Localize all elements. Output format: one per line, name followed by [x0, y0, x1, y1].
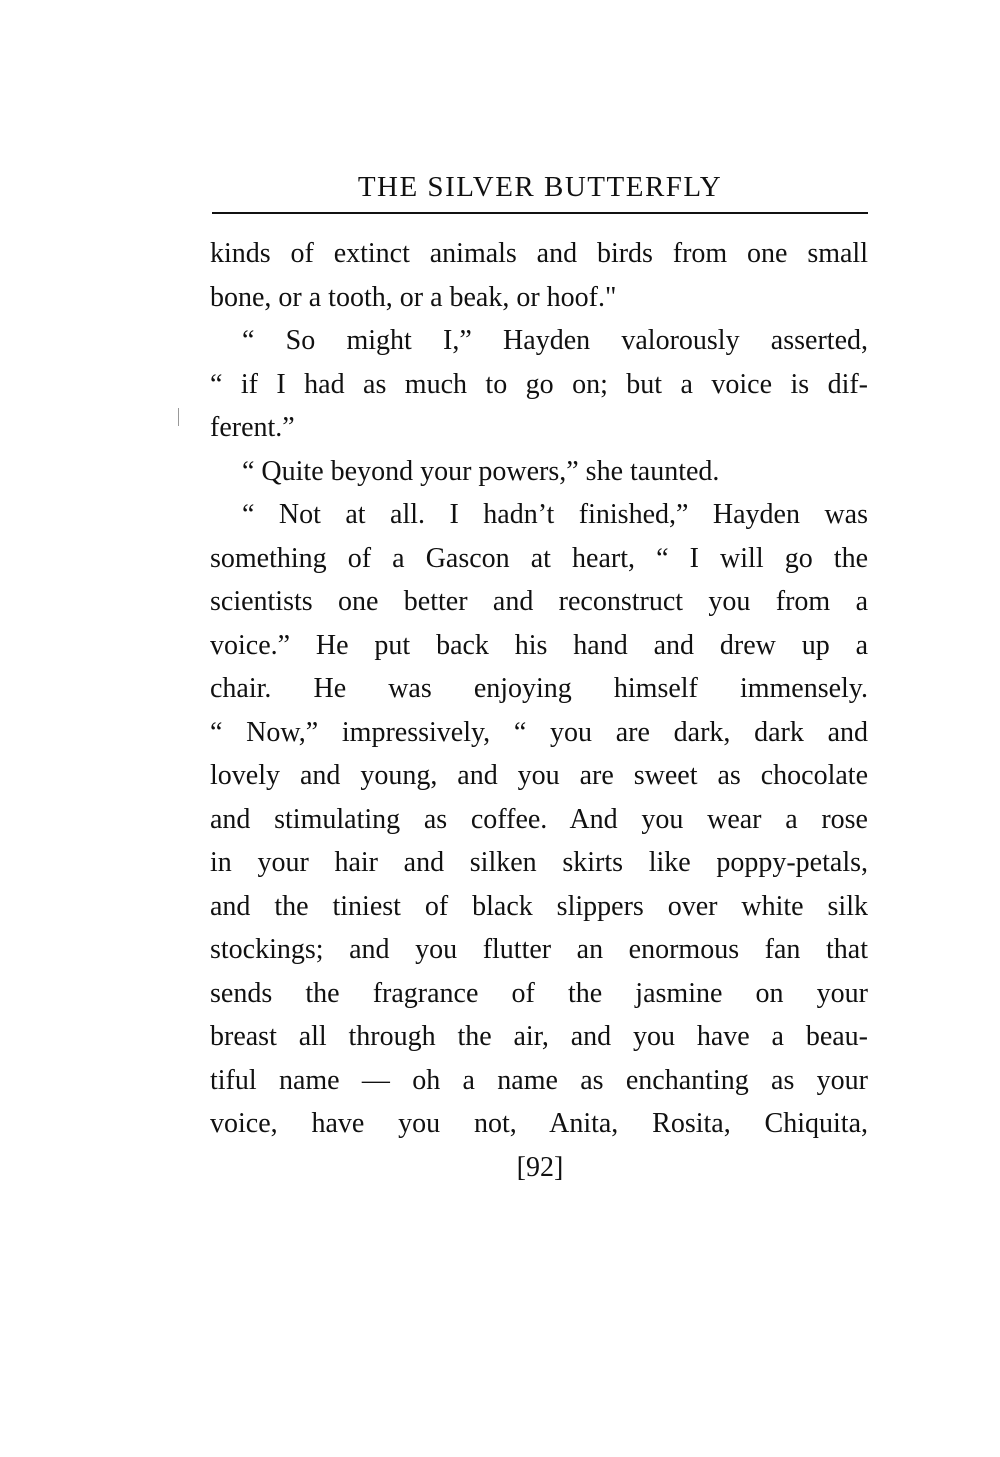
- header-rule: [212, 212, 868, 214]
- text-line: bone, or a tooth, or a beak, or hoof.": [210, 281, 617, 313]
- text-line: scientists one better and reconstruct you from a: [210, 586, 868, 617]
- running-head: THE SILVER BUTTERFLY: [357, 171, 723, 203]
- text-line: ferent.”: [210, 412, 295, 443]
- text-line: something of a Gascon at heart, “ I will go the: [210, 542, 868, 574]
- page-number: [92]: [516, 1152, 564, 1183]
- body-text: [210, 232, 868, 1146]
- text-line: voice, have you not, Anita, Rosita, Chiquita,: [210, 1108, 868, 1139]
- text-line: “ Now,” impressively, “ you are dark, dark and: [210, 716, 868, 748]
- text-line: kinds of extinct animals and birds from one small: [210, 238, 868, 269]
- text-line: sends the fragrance of the jasmine on your: [210, 977, 868, 1009]
- text-line: voice.” He put back his hand and drew up a: [210, 629, 868, 661]
- text-line: and the tiniest of black slippers over white silk: [210, 890, 868, 922]
- text-line: “ if I had as much to go on; but a voice is dif-: [210, 368, 868, 400]
- margin-mark: [178, 408, 179, 426]
- text-line: chair. He was enjoying himself immensely.: [210, 673, 868, 704]
- text-line: “ Not at all. I hadn’t finished,” Hayden was: [242, 499, 868, 530]
- text-line: lovely and young, and you are sweet as chocolate: [210, 760, 868, 791]
- text-line: “ So might I,” Hayden valorously asserted,: [242, 325, 868, 356]
- text-line: stockings; and you flutter an enormous fan that: [210, 934, 868, 965]
- text-line: breast all through the air, and you have a beau-: [210, 1021, 868, 1052]
- text-line: “ Quite beyond your powers,” she taunted.: [242, 455, 720, 487]
- text-line: tiful name — oh a name as enchanting as your: [210, 1064, 868, 1096]
- text-line: in your hair and silken skirts like poppy-petals,: [210, 847, 868, 878]
- text-line: and stimulating as coffee. And you wear a rose: [210, 803, 868, 835]
